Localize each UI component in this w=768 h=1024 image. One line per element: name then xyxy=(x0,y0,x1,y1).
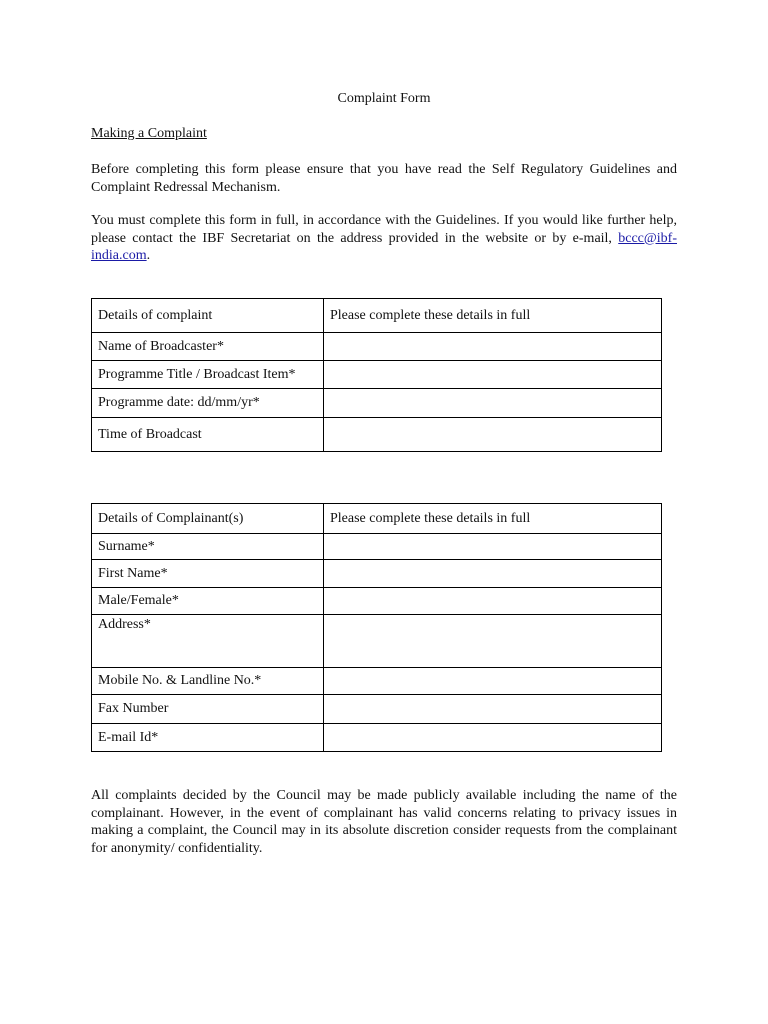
instructions-text: You must complete this form in full, in accordance with the Guidelines. If you would like further help, please contact the IBF Secretariat on the address provided in the website or by e-mail, xyxy=(91,213,677,246)
table-row xyxy=(92,361,662,389)
complaint-header-label: Details of complaint xyxy=(92,299,324,333)
complaint-details-table xyxy=(91,298,662,452)
complaint-header-value: Please complete these details in full xyxy=(324,299,662,333)
email-id-label: E-mail Id* xyxy=(92,724,324,752)
table-row xyxy=(92,534,662,560)
surname-field[interactable] xyxy=(324,534,662,560)
surname-label: Surname* xyxy=(92,534,324,560)
programme-title-field[interactable] xyxy=(324,361,662,389)
intro-paragraph: Before completing this form please ensure that you have read the Self Regulatory Guidelines and Complaint Redressal Mechanism. xyxy=(91,162,677,195)
table-row xyxy=(92,333,662,361)
table-row xyxy=(92,695,662,724)
complainant-header-label: Details of Complainant(s) xyxy=(92,504,324,534)
first-name-label: First Name* xyxy=(92,560,324,588)
table-row xyxy=(92,389,662,418)
table-row xyxy=(92,588,662,615)
gender-label: Male/Female* xyxy=(92,588,324,615)
table-row xyxy=(92,668,662,695)
broadcaster-field[interactable] xyxy=(324,333,662,361)
programme-date-label: Programme date: dd/mm/yr* xyxy=(92,389,324,418)
complainant-header-value: Please complete these details in full xyxy=(324,504,662,534)
table-row xyxy=(92,560,662,588)
instructions-paragraph xyxy=(91,212,677,265)
phone-label: Mobile No. & Landline No.* xyxy=(92,668,324,695)
contact-email-link[interactable]: bccc@ibf-india.com xyxy=(91,230,677,263)
table-row xyxy=(92,615,662,668)
gender-field[interactable] xyxy=(324,588,662,615)
address-label: Address* xyxy=(92,615,324,668)
instructions-end: . xyxy=(146,248,151,263)
broadcast-time-field[interactable] xyxy=(324,418,662,452)
address-field[interactable] xyxy=(324,615,662,668)
broadcaster-label: Name of Broadcaster* xyxy=(92,333,324,361)
table-header-row xyxy=(92,504,662,534)
complainant-details-table xyxy=(91,503,662,752)
table-row xyxy=(92,724,662,752)
email-id-field[interactable] xyxy=(324,724,662,752)
phone-field[interactable] xyxy=(324,668,662,695)
broadcast-time-label: Time of Broadcast xyxy=(92,418,324,452)
fax-field[interactable] xyxy=(324,695,662,724)
table-header-row xyxy=(92,299,662,333)
fax-label: Fax Number xyxy=(92,695,324,724)
page-title: Complaint Form xyxy=(337,91,431,106)
section-heading: Making a Complaint xyxy=(91,126,207,141)
programme-title-label: Programme Title / Broadcast Item* xyxy=(92,361,324,389)
first-name-field[interactable] xyxy=(324,560,662,588)
privacy-paragraph: All complaints decided by the Council may be made publicly available including the name of the complainant. However, in the event of complainant has valid concerns relating to privacy issues in making a complaint, the Council may in its absolute discretion consider requests from the complainant for anonymity/ confidentiality. xyxy=(91,788,677,856)
programme-date-field[interactable] xyxy=(324,389,662,418)
table-row xyxy=(92,418,662,452)
